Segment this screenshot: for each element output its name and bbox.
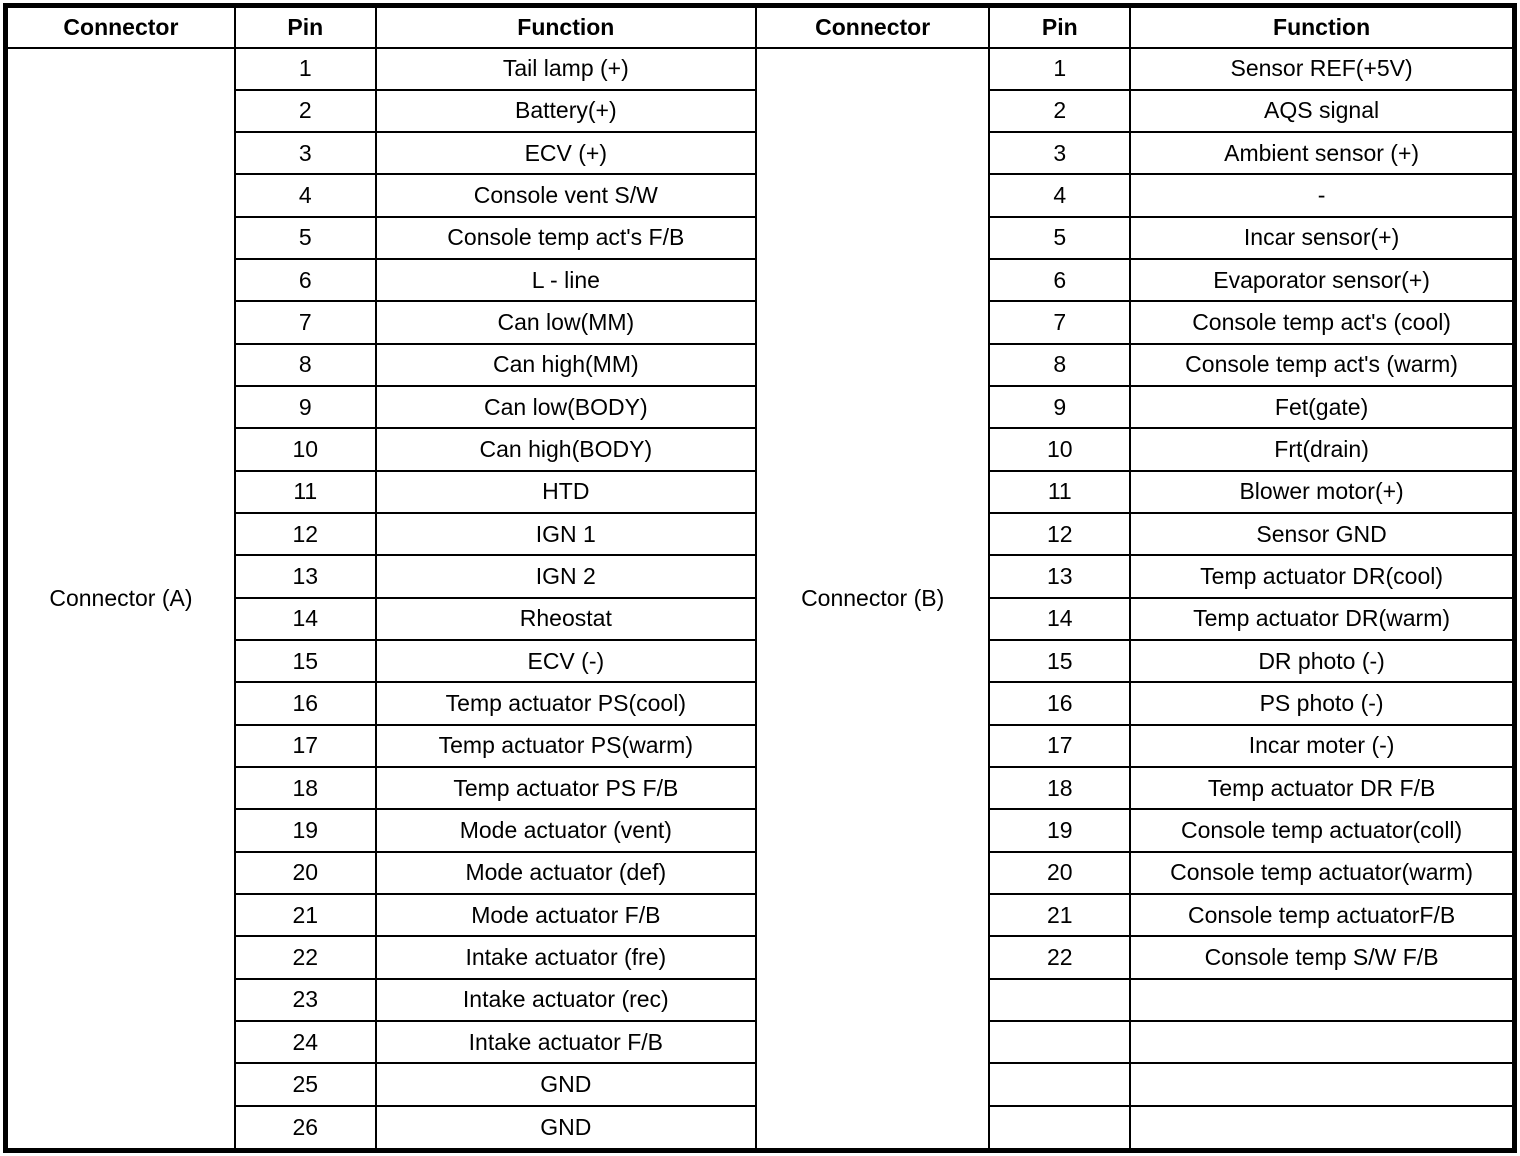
pin-number-a: 4 xyxy=(235,174,376,216)
table-row xyxy=(6,48,1515,90)
pin-function-b: Blower motor(+) xyxy=(1130,471,1514,513)
pin-function-a: Intake actuator F/B xyxy=(376,1021,756,1063)
pin-function-b: Temp actuator DR(warm) xyxy=(1130,598,1514,640)
pin-function-b: AQS signal xyxy=(1130,90,1514,132)
pin-function-a: Mode actuator (vent) xyxy=(376,809,756,851)
pin-number-a: 14 xyxy=(235,598,376,640)
pin-number-a: 2 xyxy=(235,90,376,132)
pin-function-a: L - line xyxy=(376,259,756,301)
pin-function-b xyxy=(1130,1063,1514,1105)
pin-number-a: 10 xyxy=(235,428,376,470)
header-function-b: Function xyxy=(1130,6,1514,48)
pin-number-b: 4 xyxy=(989,174,1130,216)
pin-number-b: 15 xyxy=(989,640,1130,682)
table-body xyxy=(6,48,1515,1151)
pin-number-a: 18 xyxy=(235,767,376,809)
pin-number-b xyxy=(989,1106,1130,1151)
header-pin-b: Pin xyxy=(989,6,1130,48)
pin-function-b: Sensor REF(+5V) xyxy=(1130,48,1514,90)
pin-function-a: Mode actuator F/B xyxy=(376,894,756,936)
pin-function-a: Can high(MM) xyxy=(376,344,756,386)
pin-function-b xyxy=(1130,979,1514,1021)
pin-number-b: 12 xyxy=(989,513,1130,555)
pin-function-b: Console temp actuator(warm) xyxy=(1130,852,1514,894)
pin-number-b xyxy=(989,979,1130,1021)
pin-number-b: 10 xyxy=(989,428,1130,470)
pin-function-b: - xyxy=(1130,174,1514,216)
pin-function-a: HTD xyxy=(376,471,756,513)
pin-number-a: 8 xyxy=(235,344,376,386)
header-connector-a: Connector xyxy=(6,6,235,48)
pin-number-b: 21 xyxy=(989,894,1130,936)
pin-function-a: Can high(BODY) xyxy=(376,428,756,470)
pin-function-b: Frt(drain) xyxy=(1130,428,1514,470)
pin-number-a: 5 xyxy=(235,217,376,259)
pin-function-b: Incar sensor(+) xyxy=(1130,217,1514,259)
pin-function-b: Ambient sensor (+) xyxy=(1130,132,1514,174)
pin-function-a: Tail lamp (+) xyxy=(376,48,756,90)
header-connector-b: Connector xyxy=(756,6,989,48)
pin-number-b: 9 xyxy=(989,386,1130,428)
pin-number-a: 7 xyxy=(235,301,376,343)
pin-number-b: 2 xyxy=(989,90,1130,132)
pin-number-b: 18 xyxy=(989,767,1130,809)
pin-number-b: 16 xyxy=(989,682,1130,724)
pin-number-a: 16 xyxy=(235,682,376,724)
pin-number-a: 17 xyxy=(235,725,376,767)
pin-number-b: 7 xyxy=(989,301,1130,343)
pin-function-a: Rheostat xyxy=(376,598,756,640)
pin-function-b: Console temp act's (warm) xyxy=(1130,344,1514,386)
pin-number-a: 3 xyxy=(235,132,376,174)
pin-number-a: 22 xyxy=(235,936,376,978)
pin-number-a: 12 xyxy=(235,513,376,555)
header-pin-a: Pin xyxy=(235,6,376,48)
pin-number-b: 5 xyxy=(989,217,1130,259)
pin-number-b: 3 xyxy=(989,132,1130,174)
pin-number-a: 24 xyxy=(235,1021,376,1063)
pin-number-a: 21 xyxy=(235,894,376,936)
pin-function-a: Console vent S/W xyxy=(376,174,756,216)
pin-number-a: 23 xyxy=(235,979,376,1021)
pin-number-b: 22 xyxy=(989,936,1130,978)
pin-number-b: 19 xyxy=(989,809,1130,851)
pin-function-a: Intake actuator (rec) xyxy=(376,979,756,1021)
pin-function-a: Temp actuator PS F/B xyxy=(376,767,756,809)
pin-function-a: Can low(MM) xyxy=(376,301,756,343)
pin-number-a: 11 xyxy=(235,471,376,513)
pin-number-b: 14 xyxy=(989,598,1130,640)
pin-function-b: Console temp S/W F/B xyxy=(1130,936,1514,978)
pin-number-b: 8 xyxy=(989,344,1130,386)
pin-function-b: Console temp act's (cool) xyxy=(1130,301,1514,343)
pin-function-a: Temp actuator PS(warm) xyxy=(376,725,756,767)
pin-number-b: 6 xyxy=(989,259,1130,301)
pin-function-b: Sensor GND xyxy=(1130,513,1514,555)
pin-number-a: 9 xyxy=(235,386,376,428)
connector-a-label: Connector (A) xyxy=(6,48,235,1151)
pin-function-a: GND xyxy=(376,1063,756,1105)
pin-function-a: Intake actuator (fre) xyxy=(376,936,756,978)
pin-function-a: Battery(+) xyxy=(376,90,756,132)
pin-function-b: PS photo (-) xyxy=(1130,682,1514,724)
pin-number-a: 26 xyxy=(235,1106,376,1151)
pin-function-a: Mode actuator (def) xyxy=(376,852,756,894)
pin-function-b: Incar moter (-) xyxy=(1130,725,1514,767)
pin-function-a: IGN 2 xyxy=(376,555,756,597)
pin-function-a: ECV (+) xyxy=(376,132,756,174)
pin-number-a: 25 xyxy=(235,1063,376,1105)
pin-number-b: 13 xyxy=(989,555,1130,597)
pin-number-b: 20 xyxy=(989,852,1130,894)
pin-number-a: 19 xyxy=(235,809,376,851)
pin-function-a: Can low(BODY) xyxy=(376,386,756,428)
pin-number-b xyxy=(989,1063,1130,1105)
pin-function-b: DR photo (-) xyxy=(1130,640,1514,682)
pin-number-b: 11 xyxy=(989,471,1130,513)
pin-function-b: Temp actuator DR(cool) xyxy=(1130,555,1514,597)
pin-function-b: Temp actuator DR F/B xyxy=(1130,767,1514,809)
pin-number-a: 6 xyxy=(235,259,376,301)
pin-number-a: 20 xyxy=(235,852,376,894)
connector-pin-table xyxy=(3,3,1517,1153)
pin-number-a: 1 xyxy=(235,48,376,90)
header-row xyxy=(6,6,1515,48)
pin-function-b xyxy=(1130,1021,1514,1063)
pin-function-b: Fet(gate) xyxy=(1130,386,1514,428)
pin-number-b: 17 xyxy=(989,725,1130,767)
connector-b-label: Connector (B) xyxy=(756,48,989,1151)
pin-number-b: 1 xyxy=(989,48,1130,90)
pin-number-a: 13 xyxy=(235,555,376,597)
pin-number-a: 15 xyxy=(235,640,376,682)
pin-function-a: GND xyxy=(376,1106,756,1151)
pin-function-b: Evaporator sensor(+) xyxy=(1130,259,1514,301)
pin-function-a: Console temp act's F/B xyxy=(376,217,756,259)
pin-function-a: Temp actuator PS(cool) xyxy=(376,682,756,724)
pin-function-b xyxy=(1130,1106,1514,1151)
header-function-a: Function xyxy=(376,6,756,48)
pin-number-b xyxy=(989,1021,1130,1063)
pin-function-b: Console temp actuator(coll) xyxy=(1130,809,1514,851)
pin-function-a: IGN 1 xyxy=(376,513,756,555)
pin-function-a: ECV (-) xyxy=(376,640,756,682)
pin-function-b: Console temp actuatorF/B xyxy=(1130,894,1514,936)
